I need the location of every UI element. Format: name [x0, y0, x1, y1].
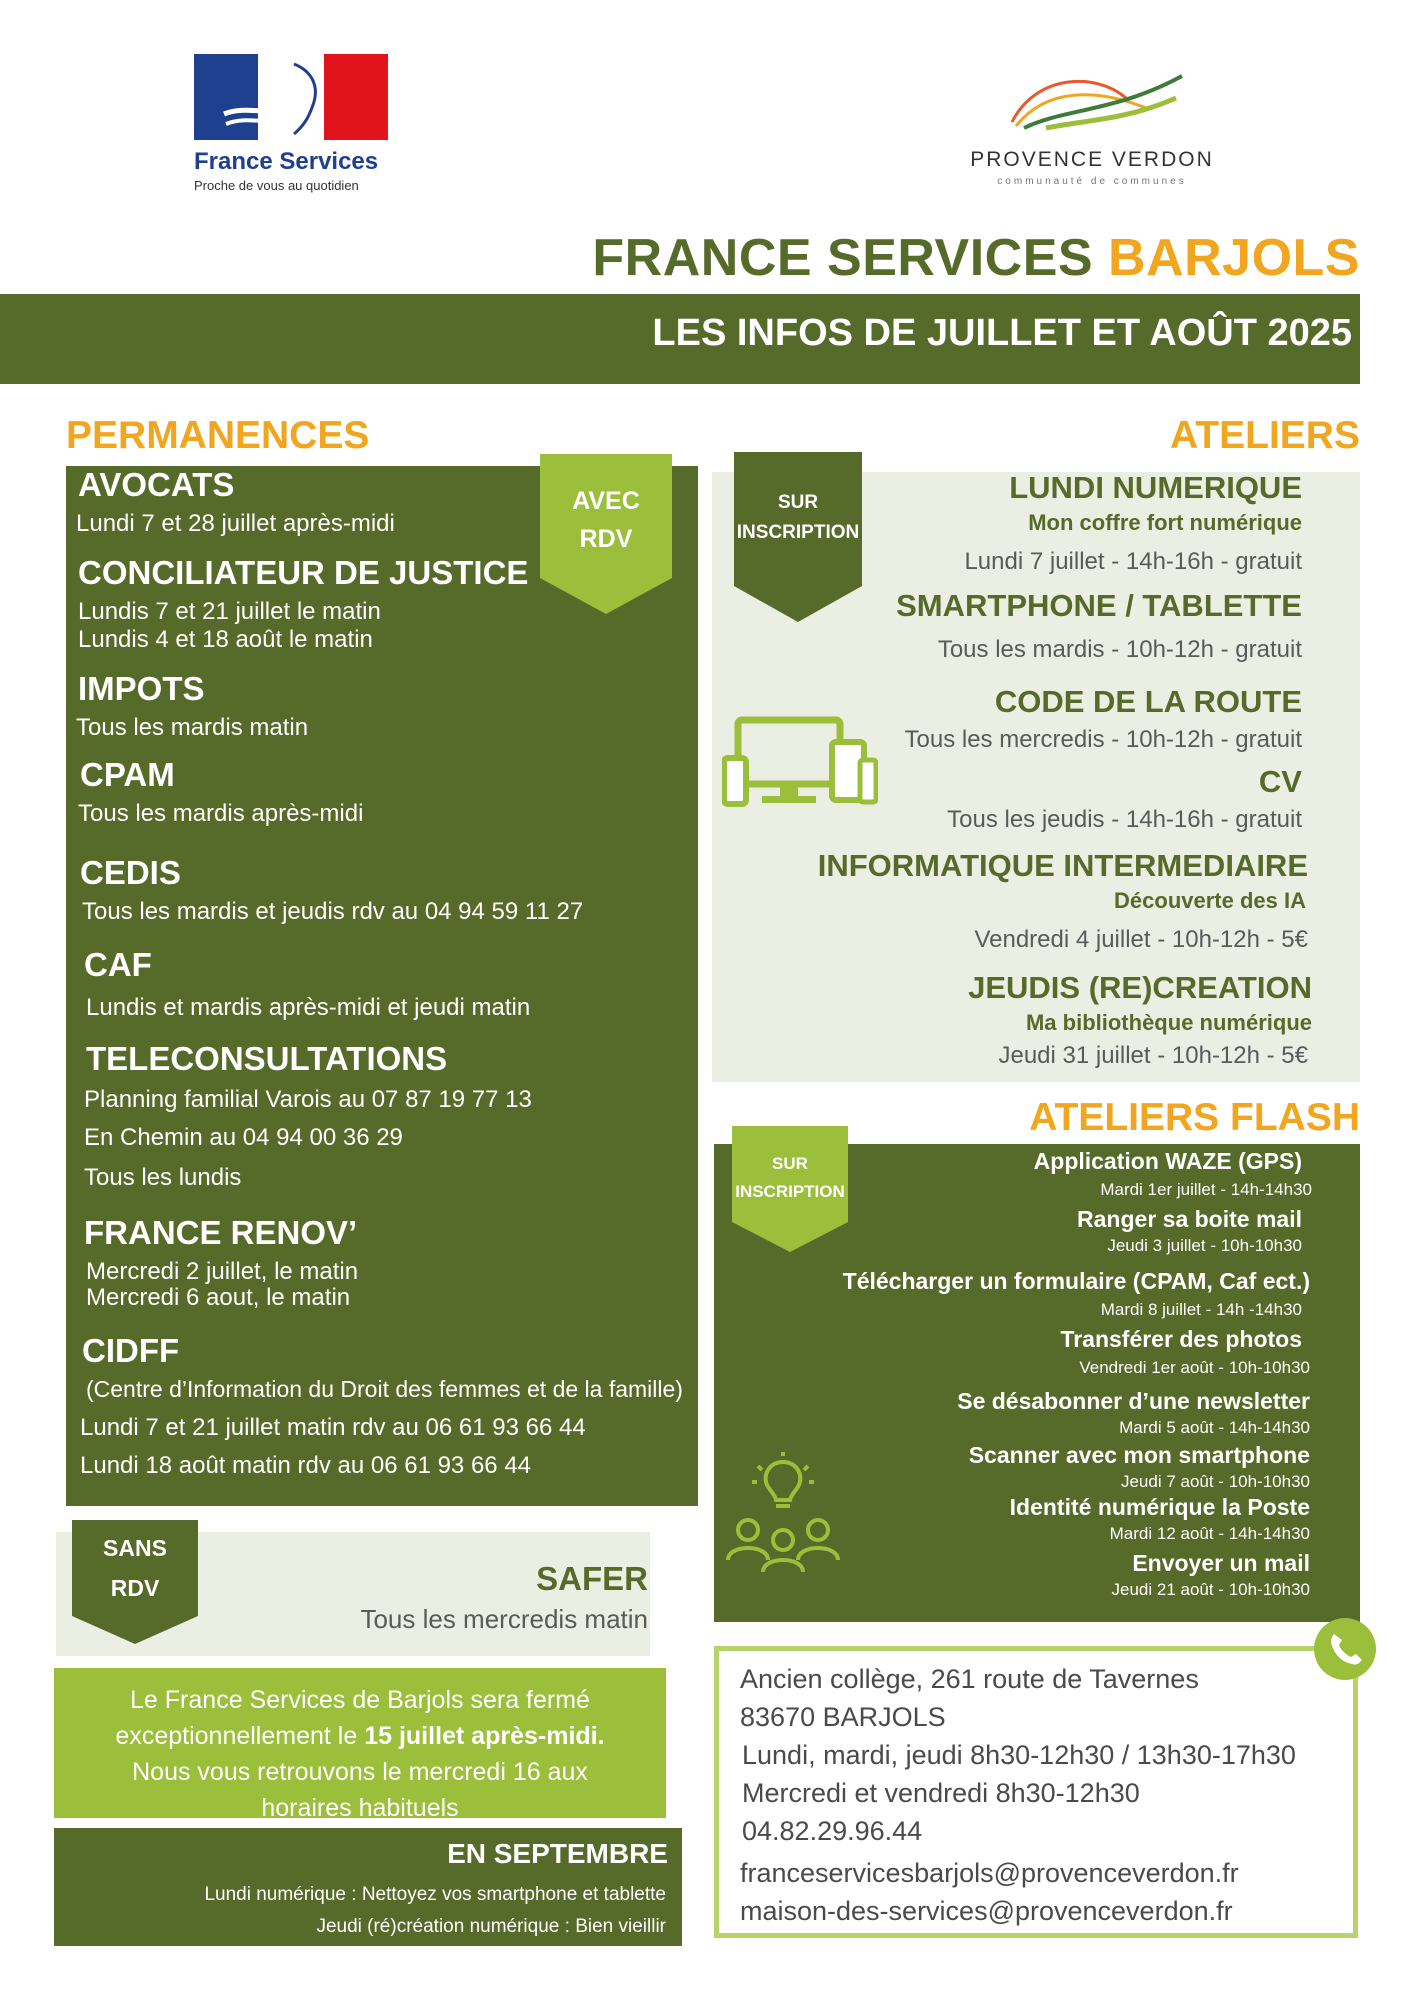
september-title: EN SEPTEMBRE: [447, 1838, 668, 1869]
avec-rdv-line2: RDV: [579, 525, 633, 553]
perm-text-conciliateur-2: Lundis 4 et 18 août le matin: [78, 626, 373, 653]
ateliers-flash-title: ATELIERS FLASH: [1029, 1096, 1360, 1139]
closure-notice-text: [54, 1682, 666, 1826]
perm-heading-avocats: AVOCATS: [78, 466, 235, 503]
page-title: [592, 228, 1360, 288]
closure-line2-pre: exceptionnellement le: [115, 1722, 365, 1750]
flash-heading-formulaire: Télécharger un formulaire (CPAM, Caf ect.): [842, 1268, 1310, 1294]
september-panel: [54, 1828, 682, 1946]
atelier-text-code-route: Tous les mercredis - 10h-12h - gratuit: [904, 726, 1302, 753]
contact-hours-line2: Mercredi et vendredi 8h30-12h30: [742, 1778, 1140, 1808]
perm-text-avocats: Lundi 7 et 28 juillet après-midi: [76, 510, 395, 537]
perm-text-teleconsultations-2: En Chemin au 04 94 00 36 29: [84, 1124, 403, 1151]
flash-text-boite-mail: Jeudi 3 juillet - 10h-10h30: [1107, 1236, 1302, 1255]
perm-text-cedis: Tous les mardis et jeudis rdv au 04 94 59 11 27: [82, 898, 584, 925]
page-subtitle: LES INFOS DE JUILLET ET AOÛT 2025: [652, 312, 1352, 354]
sur-inscription-line2: INSCRIPTION: [736, 522, 860, 543]
perm-text-france-renov-1: Mercredi 2 juillet, le matin: [86, 1258, 359, 1285]
closure-line2: [54, 1718, 666, 1754]
closure-line3: Nous vous retrouvons le mercredi 16 aux: [132, 1758, 588, 1786]
atelier-heading-informatique: INFORMATIQUE INTERMEDIAIRE: [817, 848, 1308, 883]
flash-text-formulaire: Mardi 8 juillet - 14h -14h30: [1100, 1300, 1302, 1319]
flash-text-waze: Mardi 1er juillet - 14h-14h30: [1100, 1180, 1312, 1199]
atelier-text-cv: Tous les jeudis - 14h-16h - gratuit: [947, 806, 1302, 833]
contact-email-1[interactable]: franceservicesbarjols@provenceverdon.fr: [740, 1858, 1239, 1888]
flash-text-identite: Mardi 12 août - 14h-14h30: [1109, 1524, 1310, 1543]
provence-verdon-logo-name: PROVENCE VERDON: [970, 148, 1214, 171]
contact-email-2[interactable]: maison-des-services@provenceverdon.fr: [740, 1896, 1233, 1926]
sur-inscription-line1: SUR: [777, 492, 819, 513]
hills-icon: [1006, 68, 1186, 132]
flash-heading-newsletter: Se désabonner d’une newsletter: [957, 1388, 1310, 1414]
page-title-part1: FRANCE SERVICES: [592, 229, 1109, 287]
flash-text-envoyer-mail: Jeudi 21 août - 10h-10h30: [1111, 1580, 1310, 1599]
flash-sur-inscription-banner-text: [732, 1150, 848, 1206]
group-idea-icon: [724, 1452, 842, 1576]
perm-heading-france-renov: FRANCE RENOV’: [84, 1214, 358, 1251]
atelier-text-lundi-numerique: Lundi 7 juillet - 14h-16h - gratuit: [964, 548, 1302, 575]
perm-text-cidff-2: Lundi 7 et 21 juillet matin rdv au 06 61 93 66 44: [80, 1414, 586, 1441]
phone-icon: [1314, 1618, 1376, 1680]
flash-sur-inscription-line2: INSCRIPTION: [735, 1182, 845, 1201]
perm-heading-cidff: CIDFF: [82, 1332, 180, 1369]
contact-address-line1: Ancien collège, 261 route de Tavernes: [740, 1664, 1199, 1694]
contact-address-line2: 83670 BARJOLS: [740, 1702, 946, 1732]
sans-rdv-line1: SANS: [103, 1535, 167, 1561]
atelier-heading-code-route: CODE DE LA ROUTE: [994, 684, 1302, 719]
perm-text-cidff-1: (Centre d’Information du Droit des femmes et de la famille): [86, 1376, 683, 1402]
perm-text-impots: Tous les mardis matin: [76, 714, 309, 741]
perm-heading-teleconsultations: TELECONSULTATIONS: [86, 1040, 448, 1077]
contact-hours-line1: Lundi, mardi, jeudi 8h30-12h30 / 13h30-17h30: [742, 1740, 1296, 1770]
atelier-sub-jeudis-recreation: Ma bibliothèque numérique: [1025, 1010, 1312, 1035]
flash-text-photos: Vendredi 1er août - 10h-10h30: [1079, 1358, 1310, 1377]
page-title-part2: BARJOLS: [1108, 229, 1360, 287]
september-line1: Lundi numérique : Nettoyez vos smartphone et tablette: [204, 1884, 666, 1905]
perm-text-cpam: Tous les mardis après-midi: [78, 800, 364, 827]
marianne-flag-icon: [194, 54, 388, 140]
perm-heading-conciliateur: CONCILIATEUR DE JUSTICE: [78, 554, 529, 591]
flash-heading-waze: Application WAZE (GPS): [1033, 1148, 1302, 1174]
perm-heading-impots: IMPOTS: [78, 670, 205, 707]
sur-inscription-banner-text: [734, 488, 862, 548]
france-services-logo-name: France Services: [194, 148, 379, 175]
perm-heading-cedis: CEDIS: [80, 854, 181, 891]
subtitle-bar: [0, 294, 1360, 384]
atelier-sub-informatique: Découverte des IA: [1114, 888, 1306, 913]
permanences-title: PERMANENCES: [66, 414, 370, 457]
closure-line1: Le France Services de Barjols sera fermé: [130, 1686, 590, 1714]
flash-heading-photos: Transférer des photos: [1060, 1326, 1302, 1352]
perm-heading-cpam: CPAM: [80, 756, 175, 793]
perm-text-cidff-3: Lundi 18 août matin rdv au 06 61 93 66 44: [80, 1452, 532, 1479]
france-services-logo-tagline: Proche de vous au quotidien: [194, 178, 359, 193]
flash-text-scanner: Jeudi 7 août - 10h-10h30: [1120, 1472, 1310, 1491]
perm-text-france-renov-2: Mercredi 6 aout, le matin: [86, 1284, 351, 1311]
contact-phone[interactable]: 04.82.29.96.44: [742, 1816, 923, 1846]
france-services-logo: [194, 54, 394, 194]
atelier-text-jeudis-recreation: Jeudi 31 juillet - 10h-12h - 5€: [998, 1042, 1308, 1069]
perm-text-conciliateur-1: Lundis 7 et 21 juillet le matin: [78, 598, 381, 625]
flash-heading-identite: Identité numérique la Poste: [1009, 1494, 1310, 1520]
atelier-text-smartphone: Tous les mardis - 10h-12h - gratuit: [937, 636, 1302, 663]
flash-sur-inscription-line1: SUR: [772, 1154, 808, 1173]
closure-notice: [54, 1668, 666, 1822]
atelier-heading-cv: CV: [1258, 764, 1302, 799]
september-line2: Jeudi (ré)création numérique : Bien vieillir: [316, 1916, 666, 1937]
safer-heading: SAFER: [536, 1560, 648, 1597]
perm-text-teleconsultations-1: Planning familial Varois au 07 87 19 77 13: [84, 1086, 532, 1113]
flash-text-newsletter: Mardi 5 août - 14h-14h30: [1119, 1418, 1310, 1437]
sans-rdv-banner-text: [72, 1528, 198, 1608]
avec-rdv-banner-text: [540, 482, 672, 558]
closure-line2-bold: 15 juillet après-midi.: [364, 1722, 605, 1750]
atelier-text-informatique: Vendredi 4 juillet - 10h-12h - 5€: [974, 926, 1308, 953]
sans-rdv-line2: RDV: [110, 1575, 160, 1601]
safer-text: Tous les mercredis matin: [360, 1604, 648, 1634]
perm-heading-caf: CAF: [84, 946, 152, 983]
ateliers-title: ATELIERS: [1170, 414, 1360, 457]
atelier-heading-jeudis-recreation: JEUDIS (RE)CREATION: [968, 970, 1312, 1005]
provence-verdon-logo: [960, 68, 1224, 192]
closure-line4: horaires habituels: [261, 1794, 459, 1822]
flash-heading-boite-mail: Ranger sa boite mail: [1077, 1206, 1302, 1232]
flash-heading-scanner: Scanner avec mon smartphone: [968, 1442, 1310, 1468]
devices-icon: [722, 716, 878, 808]
flash-heading-envoyer-mail: Envoyer un mail: [1132, 1550, 1310, 1576]
provence-verdon-logo-tagline: communauté de communes: [997, 176, 1187, 187]
perm-text-teleconsultations-3: Tous les lundis: [84, 1164, 242, 1191]
atelier-heading-lundi-numerique: LUNDI NUMERIQUE: [1009, 470, 1302, 505]
avec-rdv-line1: AVEC: [572, 487, 640, 515]
perm-text-caf: Lundis et mardis après-midi et jeudi matin: [86, 994, 531, 1021]
atelier-sub-lundi-numerique: Mon coffre fort numérique: [1028, 510, 1302, 535]
atelier-heading-smartphone: SMARTPHONE / TABLETTE: [896, 588, 1302, 623]
